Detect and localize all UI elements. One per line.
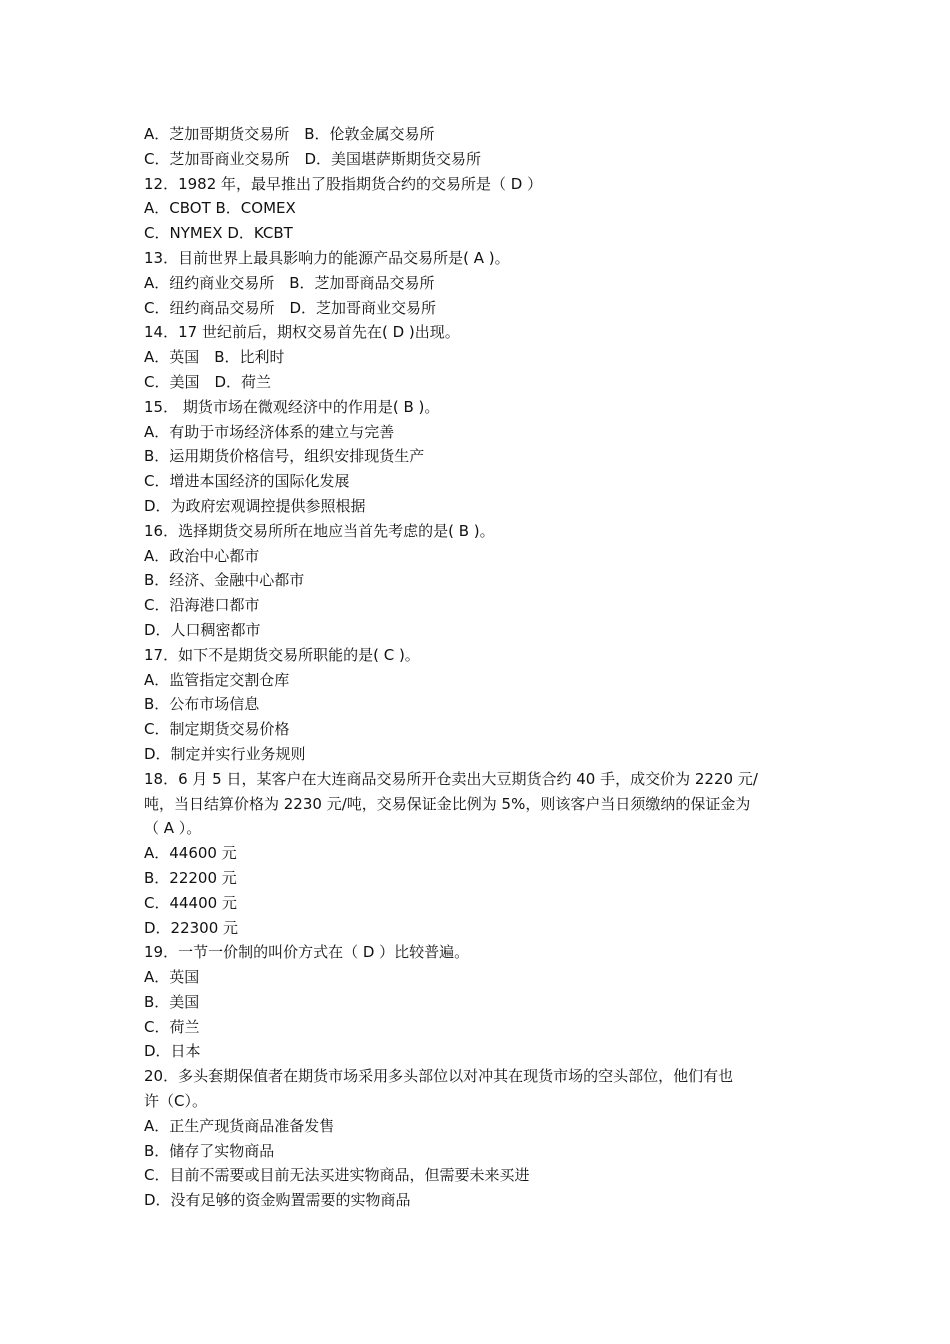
text-line: C．纽约商品交易所 D．芝加哥商业交易所 xyxy=(144,298,437,317)
text-line: 13．目前世界上最具影响力的能源产品交易所是( A )。 xyxy=(144,248,510,267)
text-line: 许（C）。 xyxy=(144,1092,207,1111)
text-line: 20．多头套期保值者在期货市场采用多头部位以对冲其在现货市场的空头部位，他们有也 xyxy=(144,1067,734,1086)
text-line: A．英国 xyxy=(144,968,200,987)
text-line: A．纽约商业交易所 B．芝加哥商品交易所 xyxy=(144,273,435,292)
text-line: B．运用期货价格信号，组织安排现货生产 xyxy=(144,447,425,466)
text-line: C．芝加哥商业交易所 D．美国堪萨斯期货交易所 xyxy=(144,149,482,168)
text-line: 15． 期货市场在微观经济中的作用是( B )。 xyxy=(144,397,440,416)
text-line: A．监管指定交割仓库 xyxy=(144,670,290,689)
text-line: 14．17 世纪前后，期权交易首先在( D )出现。 xyxy=(144,323,460,342)
text-line: B．公布市场信息 xyxy=(144,695,260,714)
text-line: A．芝加哥期货交易所 B．伦敦金属交易所 xyxy=(144,125,435,143)
text-line: （ A ）。 xyxy=(144,819,202,838)
text-line: B．美国 xyxy=(144,992,200,1011)
text-line: 19．一节一价制的叫价方式在（ D ）比较普遍。 xyxy=(144,943,470,962)
text-line: C．荷兰 xyxy=(144,1017,200,1036)
text-line: A．有助于市场经济体系的建立与完善 xyxy=(144,422,395,441)
text-line: B．22200 元 xyxy=(144,868,237,887)
text-line: D．为政府宏观调控提供参照根据 xyxy=(144,496,366,515)
text-line: C．目前不需要或目前无法买进实物商品，但需要未来买进 xyxy=(144,1166,530,1185)
text-line: 吨，当日结算价格为 2230 元/吨，交易保证金比例为 5%，则该客户当日须缴纳的保证金为 xyxy=(144,794,751,813)
text-line: D．没有足够的资金购置需要的实物商品 xyxy=(144,1191,411,1210)
text-line: A．政治中心都市 xyxy=(144,546,260,565)
text-line: 17．如下不是期货交易所职能的是( C )。 xyxy=(144,645,420,664)
text-line: D．22300 元 xyxy=(144,918,239,937)
text-line: B．经济、金融中心都市 xyxy=(144,571,305,590)
text-line: C．沿海港口都市 xyxy=(144,596,260,615)
text-line: C．增进本国经济的国际化发展 xyxy=(144,472,350,491)
text-line: A．CBOT B．COMEX xyxy=(144,199,296,218)
text-line: A．44600 元 xyxy=(144,844,237,863)
text-line: C．美国 D．荷兰 xyxy=(144,372,272,391)
text-line: 16．选择期货交易所所在地应当首先考虑的是( B )。 xyxy=(144,521,495,540)
text-line: A．英国 B．比利时 xyxy=(144,348,285,367)
text-line: D．日本 xyxy=(144,1042,201,1061)
text-line: 18．6 月 5 日，某客户在大连商品交易所开仓卖出大豆期货合约 40 手，成交价为 2220 元/ xyxy=(144,769,758,788)
text-line: C．制定期货交易价格 xyxy=(144,720,290,739)
document-body xyxy=(144,122,814,1213)
text-line: A．正生产现货商品准备发售 xyxy=(144,1116,335,1135)
text-line: D．制定并实行业务规则 xyxy=(144,744,306,763)
text-line: 12．1982 年，最早推出了股指期货合约的交易所是（ D ） xyxy=(144,174,543,193)
text-line: B．储存了实物商品 xyxy=(144,1141,275,1160)
text-line: C．44400 元 xyxy=(144,893,237,912)
text-line: D．人口稠密都市 xyxy=(144,620,261,639)
text-line: C．NYMEX D．KCBT xyxy=(144,224,293,243)
